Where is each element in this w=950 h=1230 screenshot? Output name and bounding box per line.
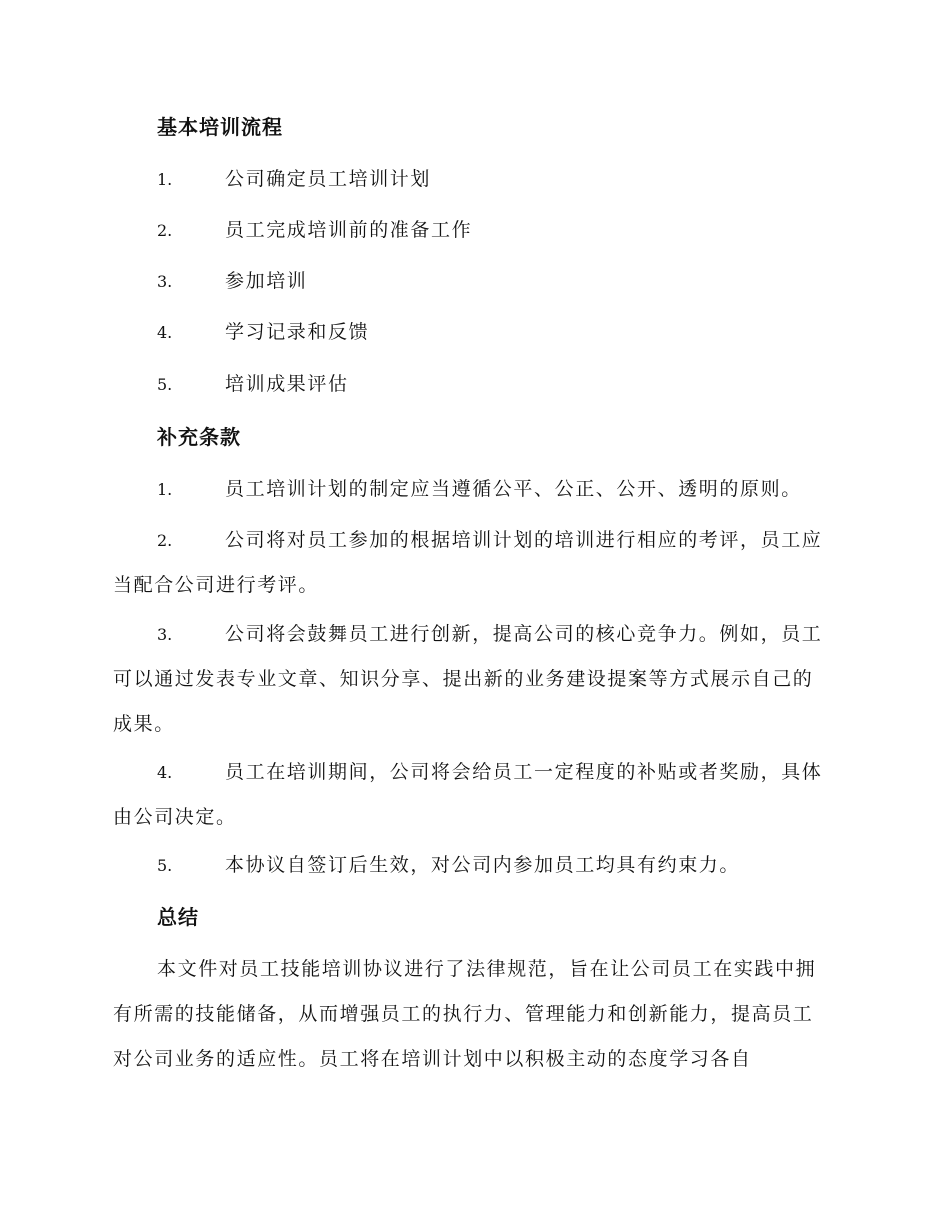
list-item-text: 公司将对员工参加的根据培训计划的培训进行相应的考评，员工应当配合公司进行考评。 — [113, 529, 823, 596]
process-list-item — [113, 157, 833, 202]
summary-paragraph: 本文件对员工技能培训协议进行了法律规范，旨在让公司员工在实践中拥有所需的技能储备，从而增强员工的执行力、管理能力和创新能力，提高员工对公司业务的适应性。员工将在培训计划中以积极主动的态度学习各自 — [113, 958, 817, 1070]
list-number: 2. — [157, 221, 173, 240]
supplement-list-item — [113, 612, 833, 747]
list-item-text: 参加培训 — [225, 270, 308, 292]
process-list-item — [113, 362, 833, 407]
supplement-list-item — [113, 750, 833, 840]
process-list-item — [113, 310, 833, 355]
list-number: 1. — [157, 480, 173, 499]
supplement-list-item — [113, 467, 833, 512]
list-number: 5. — [157, 856, 173, 875]
list-number: 2. — [157, 531, 173, 550]
section-title-basic-process: 基本培训流程 — [157, 115, 283, 139]
list-number: 3. — [157, 272, 173, 291]
process-list-item — [113, 208, 833, 253]
list-item-text: 公司将会鼓舞员工进行创新，提高公司的核心竞争力。例如，员工可以通过发表专业文章、知识分享、提出新的业务建设提案等方式展示自己的成果。 — [113, 623, 823, 735]
list-item-text: 学习记录和反馈 — [225, 321, 370, 343]
process-list-item — [113, 259, 833, 304]
list-number: 5. — [157, 375, 173, 394]
list-item-text: 本协议自签订后生效，对公司内参加员工均具有约束力。 — [225, 854, 741, 876]
list-number: 4. — [157, 323, 173, 342]
list-item-text: 公司确定员工培训计划 — [225, 168, 432, 190]
list-number: 1. — [157, 170, 173, 189]
section-title-supplementary-terms: 补充条款 — [157, 425, 241, 449]
list-number: 4. — [157, 763, 173, 782]
list-item-text: 员工完成培训前的准备工作 — [225, 219, 473, 241]
section-title-summary: 总结 — [157, 905, 199, 929]
list-item-text: 员工培训计划的制定应当遵循公平、公正、公开、透明的原则。 — [225, 478, 802, 500]
list-item-text: 员工在培训期间，公司将会给员工一定程度的补贴或者奖励，具体由公司决定。 — [113, 761, 823, 828]
list-number: 3. — [157, 625, 173, 644]
supplement-list-item — [113, 518, 833, 608]
list-item-text: 培训成果评估 — [225, 373, 349, 395]
supplement-list-item — [113, 843, 833, 888]
